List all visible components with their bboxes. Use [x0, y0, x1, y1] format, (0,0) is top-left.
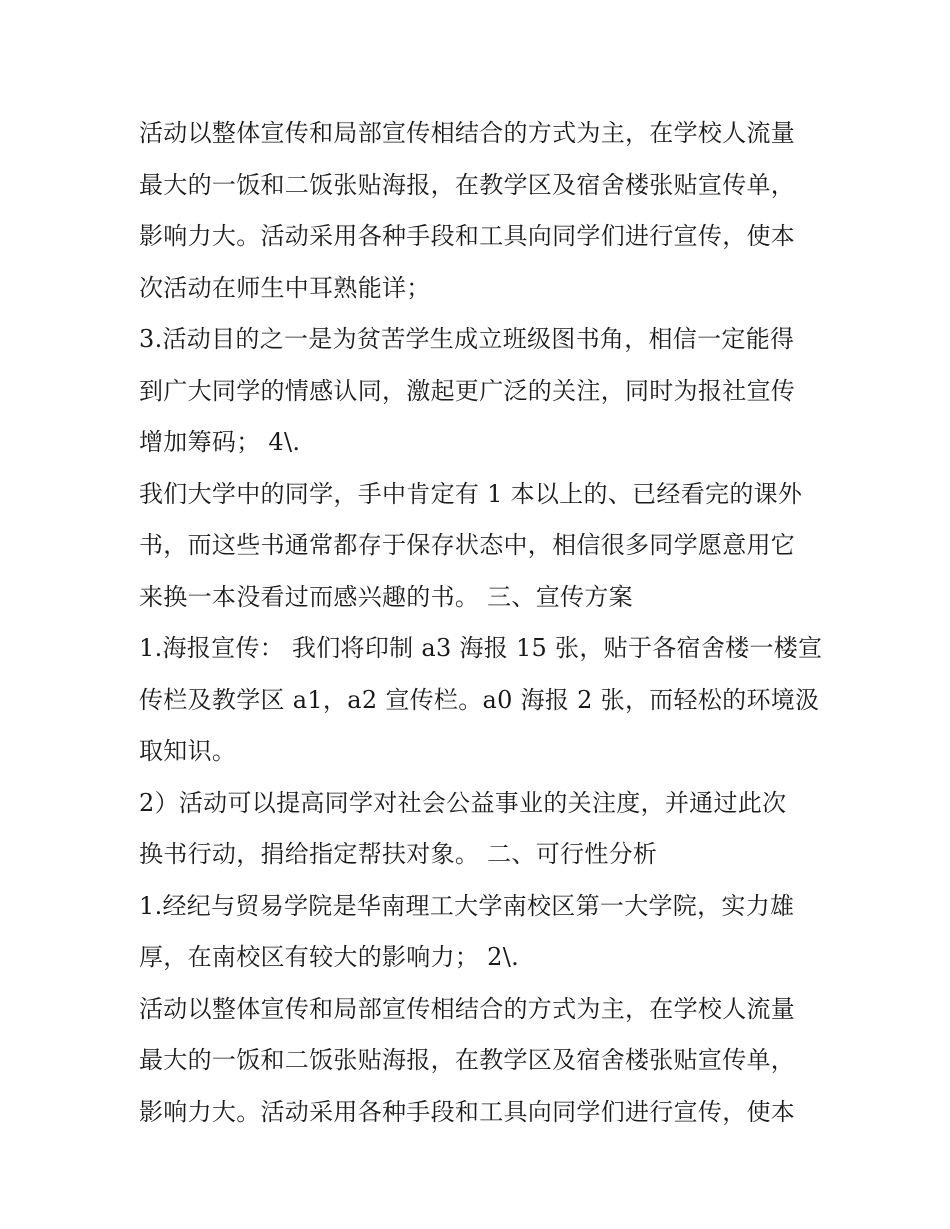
text-line: 到广大同学的情感认同，激起更广泛的关注，同时为报社宣传 — [139, 376, 796, 405]
text-line: 2）活动可以提高同学对社会公益事业的关注度，并通过此次 — [139, 788, 787, 817]
text-line: 传栏及教学区 a1，a2 宣传栏。a0 海报 2 张，而轻松的环境汲 — [139, 685, 820, 714]
text-line: 1.经纪与贸易学院是华南理工大学南校区第一大学院，实力雄 — [139, 891, 795, 920]
text-line: 书，而这些书通常都存于保存状态中，相信很多同学愿意用它 — [139, 531, 796, 559]
text-line: 影响力大。活动采用各种手段和工具向同学们进行宣传，使本 — [139, 1097, 796, 1126]
text-line: 活动以整体宣传和局部宣传相结合的方式为主，在学校人流量 — [139, 994, 796, 1023]
text-line: 来换一本没看过而感兴趣的书。 三、宣传方案 — [139, 582, 633, 611]
text-line: 3.活动目的之一是为贫苦学生成立班级图书角，相信一定能得 — [139, 325, 795, 353]
text-line: 取知识。 — [139, 737, 237, 765]
text-line: 最大的一饭和二饭张贴海报，在教学区及宿舍楼张贴宣传单， — [139, 170, 796, 199]
text-line: 最大的一饭和二饭张贴海报，在教学区及宿舍楼张贴宣传单， — [139, 1046, 796, 1074]
text-line: 厚，在南校区有较大的影响力； 2\. — [139, 943, 520, 971]
body-text — [139, 108, 829, 1138]
text-line: 次活动在师生中耳熟能详； — [139, 273, 431, 302]
text-line: 1.海报宣传： 我们将印制 a3 海报 15 张，贴于各宿舍楼一楼宣 — [139, 634, 823, 662]
text-line: 影响力大。活动采用各种手段和工具向同学们进行宣传，使本 — [139, 222, 796, 250]
text-line: 我们大学中的同学，手中肯定有 1 本以上的、已经看完的课外 — [139, 479, 803, 508]
text-line: 增加筹码； 4\. — [139, 428, 301, 456]
text-line: 活动以整体宣传和局部宣传相结合的方式为主，在学校人流量 — [139, 119, 796, 147]
text-line: 换书行动，捐给指定帮扶对象。 二、可行性分析 — [139, 840, 658, 868]
